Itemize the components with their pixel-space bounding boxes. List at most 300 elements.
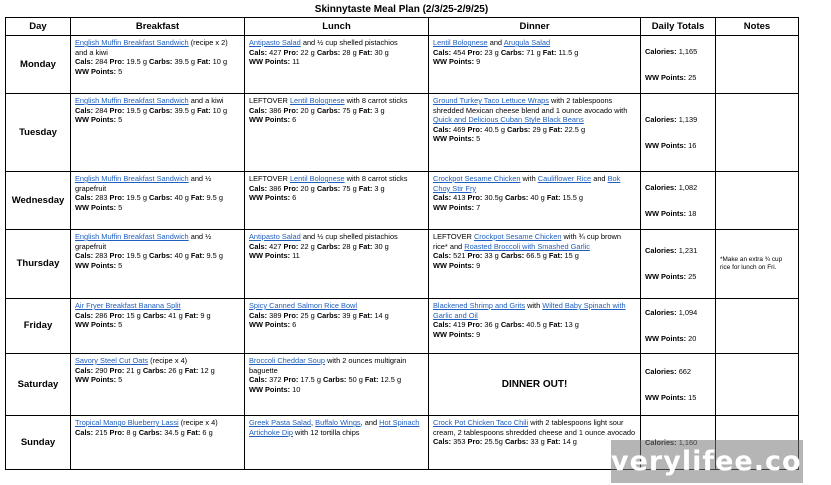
ww-value: 5 (474, 134, 481, 144)
cals-label: Cals: (249, 47, 268, 57)
pro-value: 30.5g (482, 193, 505, 203)
cals-value: 284 (93, 57, 110, 67)
header-row (6, 18, 799, 36)
ww-points-line (249, 385, 424, 395)
total-calories (645, 183, 711, 193)
macros-line (249, 184, 424, 194)
fat-label: Fat: (358, 183, 373, 193)
breakfast-description (75, 232, 240, 251)
calories-label: Calories: (645, 366, 677, 376)
lunch-content (249, 94, 424, 126)
dinner-cell (429, 36, 641, 94)
carbs-label: Carbs: (316, 310, 341, 320)
description-text: , (311, 418, 316, 427)
fat-value: 14 g (560, 437, 577, 447)
recipe-link[interactable]: Crockpot Sesame Chicken (473, 232, 562, 241)
pro-value: 22 g (298, 47, 317, 57)
carbs-label: Carbs: (316, 183, 341, 193)
dinner-cell (429, 416, 641, 470)
pro-value: 36 g (482, 320, 501, 330)
recipe-link[interactable]: Lentil Bolognese (433, 38, 488, 47)
cals-value: 521 (451, 251, 468, 261)
recipe-link[interactable]: English Muffin Breakfast Sandwich (75, 38, 189, 47)
description-text: and (591, 174, 608, 183)
day-name: Saturday (6, 354, 71, 416)
fat-label: Fat: (358, 310, 373, 320)
carbs-value: 75 g (340, 105, 359, 115)
recipe-link[interactable]: Savory Steel Cut Oats (75, 356, 149, 365)
ww-label: WW Points: (75, 260, 117, 270)
cals-label: Cals: (75, 57, 94, 67)
breakfast-content (75, 299, 240, 331)
fat-label: Fat: (186, 427, 201, 437)
pro-label: Pro: (109, 57, 125, 67)
description-text: and ½ grapefruit (75, 174, 212, 193)
description-text: with 12 tortilla chips (292, 427, 360, 437)
fat-value: 9.5 g (204, 193, 223, 203)
total-ww-points (645, 73, 711, 83)
fat-value: 15 g (562, 251, 579, 261)
recipe-link[interactable]: Cauliflower Rice (537, 174, 592, 183)
pro-label: Pro: (467, 320, 483, 330)
ww-label: WW Points: (249, 320, 291, 330)
ww-total-value: 16 (686, 140, 697, 150)
pro-value: 25 g (298, 310, 317, 320)
description-text: with (525, 301, 543, 310)
carbs-value: 28 g (340, 241, 359, 251)
breakfast-content (75, 172, 240, 213)
ww-value: 5 (116, 320, 123, 330)
description-text: with 8 carrot sticks (344, 174, 408, 183)
cals-value: 286 (93, 310, 110, 320)
description-text: (recipe x 4) (148, 356, 188, 365)
description-text: and ½ cup shelled pistachios (300, 232, 398, 241)
ww-points-line (249, 251, 424, 261)
ww-label: WW Points: (249, 251, 291, 261)
macros-line (75, 428, 240, 438)
carbs-label: Carbs: (316, 105, 341, 115)
recipe-link[interactable]: English Muffin Breakfast Sandwich (75, 232, 189, 241)
calories-label: Calories: (645, 114, 677, 124)
lunch-cell (245, 36, 429, 94)
nutrition-info (75, 311, 240, 330)
nutrition-info (433, 193, 636, 212)
description-text: LEFTOVER (433, 232, 474, 241)
day-name: Sunday (6, 416, 71, 470)
ww-points-line (75, 203, 240, 213)
ww-value: 7 (474, 202, 481, 212)
carbs-value: 50 g (346, 375, 365, 385)
nutrition-info (249, 106, 424, 125)
fat-label: Fat: (190, 193, 205, 203)
nutrition-info (249, 242, 424, 261)
cals-label: Cals: (433, 193, 452, 203)
lunch-description (249, 232, 424, 242)
carbs-value: 39.5 g (172, 57, 198, 67)
fat-label: Fat: (197, 105, 211, 115)
description-text: and (487, 38, 504, 47)
description-text: and a kiwi (188, 96, 224, 105)
cals-value: 290 (93, 365, 110, 375)
macros-line (75, 106, 240, 116)
pro-label: Pro: (109, 193, 125, 203)
notes-cell (716, 299, 799, 354)
day-row-saturday (6, 354, 799, 416)
macros-line (249, 242, 424, 252)
ww-label: WW Points: (249, 384, 291, 394)
lunch-content (249, 354, 424, 395)
ww-points-line (433, 203, 636, 213)
fat-label: Fat: (358, 47, 373, 57)
carbs-label: Carbs: (148, 251, 173, 261)
daily-totals (641, 354, 716, 416)
fat-label: Fat: (184, 310, 199, 320)
header-notes: Notes (716, 18, 799, 36)
ww-points-line (433, 57, 636, 67)
carbs-label: Carbs: (142, 365, 167, 375)
fat-label: Fat: (364, 375, 379, 385)
cals-value: 419 (451, 320, 468, 330)
carbs-value: 66.5 g (524, 251, 549, 261)
pro-label: Pro: (283, 375, 299, 385)
fat-label: Fat: (190, 251, 205, 261)
ww-total-label: WW Points: (645, 392, 687, 402)
calories-value: 1,165 (676, 46, 698, 56)
carbs-value: 39.5 g (172, 105, 198, 115)
cals-label: Cals: (75, 251, 94, 261)
dinner-content (433, 230, 636, 271)
notes-cell (716, 36, 799, 94)
ww-label: WW Points: (433, 260, 475, 270)
pro-label: Pro: (467, 193, 483, 203)
fat-label: Fat: (358, 241, 373, 251)
cals-label: Cals: (433, 47, 452, 57)
carbs-label: Carbs: (504, 437, 529, 447)
macros-line (75, 311, 240, 321)
fat-value: 14 g (372, 310, 389, 320)
carbs-label: Carbs: (142, 310, 167, 320)
recipe-link[interactable]: Antipasto Salad (249, 232, 301, 241)
daily-totals (641, 230, 716, 299)
ww-value: 9 (474, 329, 481, 339)
cals-label: Cals: (75, 105, 94, 115)
nutrition-info (75, 193, 240, 212)
dinner-description (433, 38, 636, 48)
ww-value: 9 (474, 260, 481, 270)
breakfast-content (75, 94, 240, 126)
ww-points-line (249, 57, 424, 67)
fat-value: 15.5 g (560, 193, 584, 203)
pro-value: 40.5 g (482, 124, 507, 134)
header-dinner: Dinner (429, 18, 641, 36)
cals-label: Cals: (433, 437, 452, 447)
pro-value: 19.5 g (124, 105, 149, 115)
description-text: and ½ cup shelled pistachios (300, 38, 398, 47)
recipe-link[interactable]: Spicy Canned Salmon Rice Bowl (249, 301, 358, 310)
pro-label: Pro: (283, 105, 299, 115)
nutrition-info (75, 251, 240, 270)
cals-value: 284 (93, 105, 110, 115)
ww-value: 5 (116, 115, 123, 125)
notes-cell (716, 230, 799, 299)
calories-label: Calories: (645, 308, 677, 318)
dinner-content (433, 299, 636, 340)
fat-value: 3 g (372, 105, 385, 115)
pro-value: 23 g (482, 47, 501, 57)
macros-line (433, 193, 636, 203)
header-breakfast: Breakfast (71, 18, 245, 36)
pro-value: 25.5g (482, 437, 505, 447)
recipe-link[interactable]: Tropical Mango Blueberry Lassi (75, 418, 179, 427)
breakfast-cell (71, 416, 245, 470)
pro-label: Pro: (283, 241, 299, 251)
recipe-link[interactable]: Bok Choy Stir Fry (433, 174, 621, 193)
dinner-description (433, 418, 636, 437)
ww-value: 11 (290, 57, 300, 67)
lunch-cell (245, 299, 429, 354)
fat-value: 9 g (198, 310, 211, 320)
day-name: Tuesday (6, 94, 71, 172)
description-text: (recipe x 4) (178, 418, 218, 427)
ww-label: WW Points: (75, 320, 117, 330)
dinner-description (433, 301, 636, 320)
fat-value: 3 g (372, 183, 385, 193)
cals-value: 283 (93, 193, 110, 203)
cals-label: Cals: (75, 365, 94, 375)
macros-line (433, 48, 636, 58)
ww-total-value: 25 (686, 72, 697, 82)
day-row-wednesday (6, 172, 799, 230)
pro-value: 20 g (298, 105, 317, 115)
ww-label: WW Points: (433, 57, 475, 67)
ww-total-label: WW Points: (645, 72, 687, 82)
ww-points-line (75, 320, 240, 330)
ww-points-line (75, 67, 240, 77)
dinner-description (433, 174, 636, 193)
description-text: with (520, 174, 538, 183)
pro-value: 19.5 g (124, 57, 149, 67)
recipe-link[interactable]: Lentil Bolognese (289, 174, 345, 183)
notes-cell (716, 354, 799, 416)
breakfast-cell (71, 172, 245, 230)
cals-label: Cals: (249, 105, 268, 115)
description-text: LEFTOVER (249, 96, 290, 105)
carbs-label: Carbs: (500, 47, 525, 57)
carbs-value: 40 g (528, 193, 547, 203)
breakfast-description (75, 356, 240, 366)
carbs-value: 29 g (530, 124, 549, 134)
macros-line (75, 193, 240, 203)
lunch-description (249, 38, 424, 48)
total-ww-points (645, 141, 711, 151)
ww-label: WW Points: (75, 202, 117, 212)
cals-value: 413 (451, 193, 468, 203)
daily-totals (641, 94, 716, 172)
pro-value: 22 g (298, 241, 317, 251)
carbs-label: Carbs: (322, 375, 347, 385)
nutrition-info (433, 251, 636, 270)
ww-total-value: 18 (686, 208, 697, 218)
carbs-value: 40 g (172, 251, 191, 261)
breakfast-cell (71, 36, 245, 94)
cals-value: 372 (267, 375, 284, 385)
description-text: with 2 ounces multigrain baguette (249, 356, 407, 375)
carbs-value: 34.5 g (162, 427, 187, 437)
breakfast-cell (71, 94, 245, 172)
total-ww-points (645, 393, 711, 403)
cals-label: Cals: (249, 183, 268, 193)
lunch-content (249, 172, 424, 204)
pro-label: Pro: (109, 427, 125, 437)
ww-total-value: 15 (686, 392, 697, 402)
cals-value: 389 (267, 310, 284, 320)
carbs-label: Carbs: (316, 241, 341, 251)
lunch-content (249, 299, 424, 331)
carbs-label: Carbs: (316, 47, 341, 57)
dinner-cell (429, 172, 641, 230)
ww-points-line (433, 134, 636, 144)
day-name: Friday (6, 299, 71, 354)
page-title: Skinnytaste Meal Plan (2/3/25-2/9/25) (314, 4, 489, 15)
ww-points-line (433, 330, 636, 340)
notes-cell (716, 172, 799, 230)
cals-label: Cals: (433, 124, 452, 134)
calories-value: 1,231 (676, 246, 698, 256)
ww-points-line (75, 261, 240, 271)
lunch-cell (245, 230, 429, 299)
nutrition-info (249, 48, 424, 67)
day-row-tuesday (6, 94, 799, 172)
ww-label: WW Points: (249, 115, 291, 125)
pro-label: Pro: (109, 365, 125, 375)
breakfast-description (75, 38, 240, 57)
fat-label: Fat: (184, 365, 199, 375)
macros-line (249, 106, 424, 116)
recipe-link[interactable]: English Muffin Breakfast Sandwich (75, 96, 189, 105)
recipe-link[interactable]: Crockpot Sesame Chicken (433, 174, 521, 183)
cals-label: Cals: (75, 310, 94, 320)
breakfast-content (75, 354, 240, 386)
recipe-link[interactable]: Roasted Broccoli with Smashed Garlic (464, 241, 590, 251)
dinner-content (433, 94, 636, 145)
pro-label: Pro: (467, 437, 483, 447)
cals-value: 454 (451, 47, 468, 57)
recipe-link[interactable]: Buffalo Wings (315, 418, 361, 427)
lunch-cell (245, 172, 429, 230)
recipe-link[interactable]: Quick and Delicious Cuban Style Black Beans (433, 115, 584, 125)
recipe-link[interactable]: Arugula Salad (503, 38, 551, 47)
ww-label: WW Points: (75, 115, 117, 125)
recipe-link[interactable]: Air Fryer Breakfast Banana Split (75, 301, 181, 310)
breakfast-content (75, 36, 240, 77)
macros-line (433, 437, 636, 447)
ww-value: 10 (290, 384, 301, 394)
fat-value: 11.5 g (556, 47, 579, 57)
breakfast-cell (71, 354, 245, 416)
carbs-value: 75 g (340, 183, 359, 193)
lunch-content (249, 416, 424, 438)
fat-label: Fat: (546, 437, 561, 447)
fat-value: 22.5 g (562, 124, 586, 134)
ww-label: WW Points: (75, 66, 117, 76)
total-ww-points (645, 334, 711, 344)
lunch-cell (245, 416, 429, 470)
macros-line (75, 251, 240, 261)
pro-label: Pro: (467, 124, 483, 134)
lunch-description (249, 418, 424, 437)
recipe-link[interactable]: Greek Pasta Salad (249, 418, 312, 427)
total-ww-points (645, 272, 711, 282)
description-text: LEFTOVER (249, 174, 290, 183)
fat-label: Fat: (546, 193, 561, 203)
total-calories (645, 367, 711, 377)
cals-label: Cals: (249, 241, 268, 251)
daily-totals (641, 36, 716, 94)
fat-label: Fat: (197, 57, 211, 67)
recipe-link[interactable]: Wilted Baby Spinach with Garlic and Oil (433, 301, 626, 320)
calories-label: Calories: (645, 246, 677, 256)
lunch-description (249, 96, 424, 106)
recipe-link[interactable]: Blackened Shrimp and Grits (433, 301, 526, 310)
pro-label: Pro: (283, 47, 299, 57)
dinner-description (433, 96, 636, 125)
cals-label: Cals: (433, 320, 452, 330)
ww-points-line (75, 375, 240, 385)
dinner-cell (429, 230, 641, 299)
carbs-value: 71 g (524, 47, 543, 57)
description-text: , and (360, 418, 380, 427)
pro-label: Pro: (109, 105, 125, 115)
lunch-description (249, 356, 424, 375)
cals-label: Cals: (249, 375, 268, 385)
dinner-content (433, 36, 636, 68)
carbs-value: 33 g (528, 437, 547, 447)
ww-label: WW Points: (249, 193, 291, 203)
ww-points-line (249, 115, 424, 125)
recipe-link[interactable]: Broccoli Cheddar Soup (249, 356, 326, 365)
day-row-friday (6, 299, 799, 354)
lunch-content (249, 36, 424, 68)
ww-value: 6 (290, 115, 297, 125)
cals-value: 427 (267, 241, 284, 251)
fat-value: 12.5 g (378, 375, 402, 385)
recipe-link[interactable]: Ground Turkey Taco Lettuce Wraps (433, 96, 549, 105)
header-lunch: Lunch (245, 18, 429, 36)
cals-value: 386 (267, 183, 284, 193)
recipe-link[interactable]: Lentil Bolognese (289, 96, 345, 105)
day-name: Monday (6, 36, 71, 94)
recipe-link[interactable]: Crock Pot Chicken Taco Chili (433, 418, 529, 427)
nutrition-info (433, 320, 636, 339)
breakfast-content (75, 230, 240, 271)
carbs-label: Carbs: (506, 124, 531, 134)
fat-value: 30 g (372, 241, 389, 251)
description-text: with 2 tablespoons light sour cream, 2 tablespoons shredded cheese and 1 ounce avocado (433, 418, 636, 437)
nutrition-info (249, 311, 424, 330)
ww-value: 5 (116, 202, 123, 212)
pro-value: 17.5 g (298, 375, 323, 385)
calories-value: 1,139 (676, 114, 698, 124)
recipe-link[interactable]: Hot Spinach Artichoke Dip (249, 418, 420, 437)
recipe-link[interactable]: Antipasto Salad (249, 38, 301, 47)
recipe-link[interactable]: English Muffin Breakfast Sandwich (75, 174, 189, 183)
ww-label: WW Points: (75, 375, 117, 385)
ww-points-line (249, 320, 424, 330)
calories-label: Calories: (645, 182, 677, 192)
cals-value: 283 (93, 251, 110, 261)
cals-value: 386 (267, 105, 284, 115)
carbs-value: 40.5 g (524, 320, 549, 330)
